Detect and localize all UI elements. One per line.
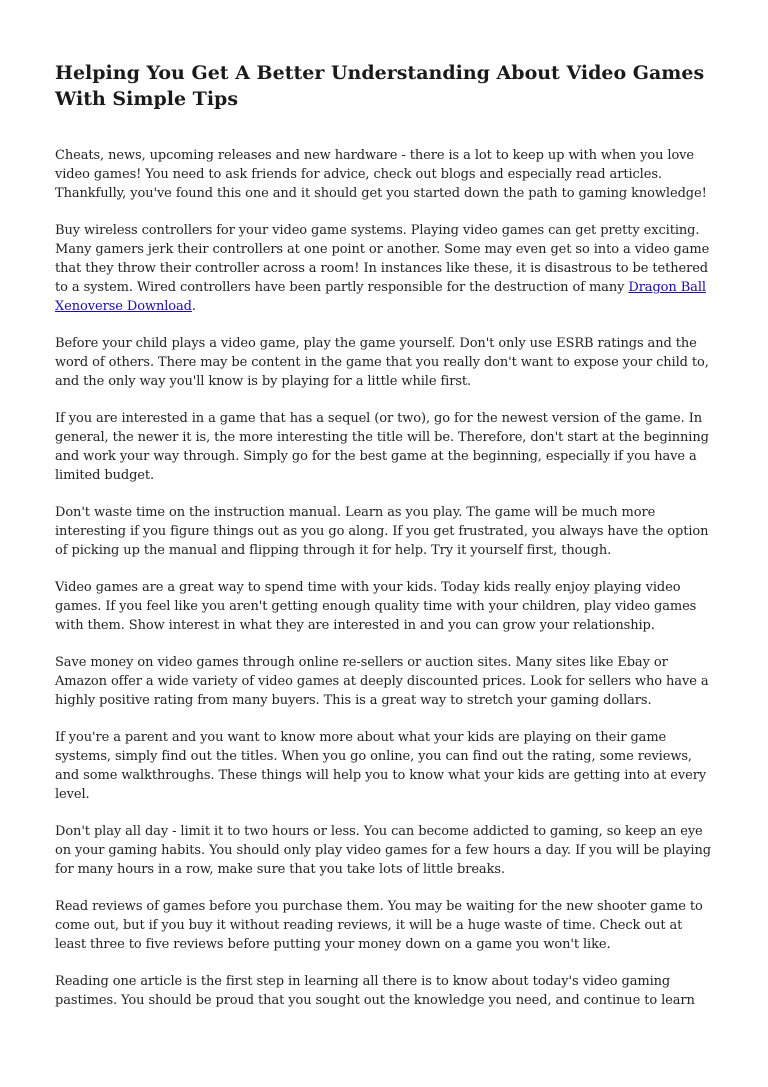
- document-page: [55, 60, 715, 1028]
- document-title: Helping You Get A Better Understanding About Video Games With Simple Tips: [55, 62, 705, 110]
- paragraph-wireless-text: Buy wireless controllers for your video game systems. Playing video games can get pretty exciting. Many gamers jerk their controllers at one point or another. Some may even get so into a video game that they throw their controller across a room! In instances like these, it is disastrous to be tethered to a system. Wired controllers have been partly responsible for the destruction of many: [55, 223, 710, 295]
- paragraph-play-first: Before your child plays a video game, play the game yourself. Don't only use ESRB ratings and the word of others. There may be content in the game that you really don't want to expose your child to, and the only way you'll know is by playing for a little while first.: [55, 336, 709, 389]
- paragraph-wireless-controllers: [55, 221, 715, 316]
- paragraph-conclusion: Reading one article is the first step in learning all there is to know about today's video gaming pastimes. You should be proud that you sought out the knowledge you need, and continue to learn: [55, 974, 695, 1008]
- paragraph-instruction-manual: Don't waste time on the instruction manual. Learn as you play. The game will be much more interesting if you figure things out as you go along. If you get frustrated, you always have the option of picking up the manual and flipping through it for help. Try it yourself first, though.: [55, 505, 709, 558]
- dragon-ball-download-link[interactable]: Dragon Ball Xenoverse Download: [55, 280, 706, 314]
- paragraph-sequel: If you are interested in a game that has a sequel (or two), go for the newest version of the game. In general, the newer it is, the more interesting the title will be. Therefore, don't start at the beginning and work your way through. Simply go for the best game at the beginning, especially if you have a limited budget.: [55, 411, 709, 483]
- paragraph-save-money: Save money on video games through online re-sellers or auction sites. Many sites like Ebay or Amazon offer a wide variety of video games at deeply discounted prices. Look for sellers who have a highly positive rating from many buyers. This is a great way to stretch your gaming dollars.: [55, 655, 709, 708]
- paragraph-kids-time: Video games are a great way to spend time with your kids. Today kids really enjoy playing video games. If you feel like you aren't getting enough quality time with your children, play video games with them. Show interest in what they are interested in and you can grow your relationship.: [55, 580, 697, 633]
- paragraph-intro: Cheats, news, upcoming releases and new hardware - there is a lot to keep up with when you love video games! You need to ask friends for advice, check out blogs and especially read articles. Thankfully, you've found this one and it should get you started down the path to gaming knowledge!: [55, 148, 707, 201]
- paragraph-parent-titles: If you're a parent and you want to know more about what your kids are playing on their game systems, simply find out the titles. When you go online, you can find out the rating, some reviews, and some walkthroughs. These things will help you to know what your kids are getting into at every level.: [55, 730, 707, 802]
- paragraph-wireless-end: .: [191, 299, 196, 314]
- paragraph-limit-time: Don't play all day - limit it to two hours or less. You can become addicted to gaming, so keep an eye on your gaming habits. You should only play video games for a few hours a day. If you will be playing for many hours in a row, make sure that you take lots of little breaks.: [55, 824, 711, 877]
- paragraph-read-reviews: Read reviews of games before you purchase them. You may be waiting for the new shooter game to come out, but if you buy it without reading reviews, it will be a huge waste of time. Check out at least three to five reviews before putting your money down on a game you won't like.: [55, 899, 703, 952]
